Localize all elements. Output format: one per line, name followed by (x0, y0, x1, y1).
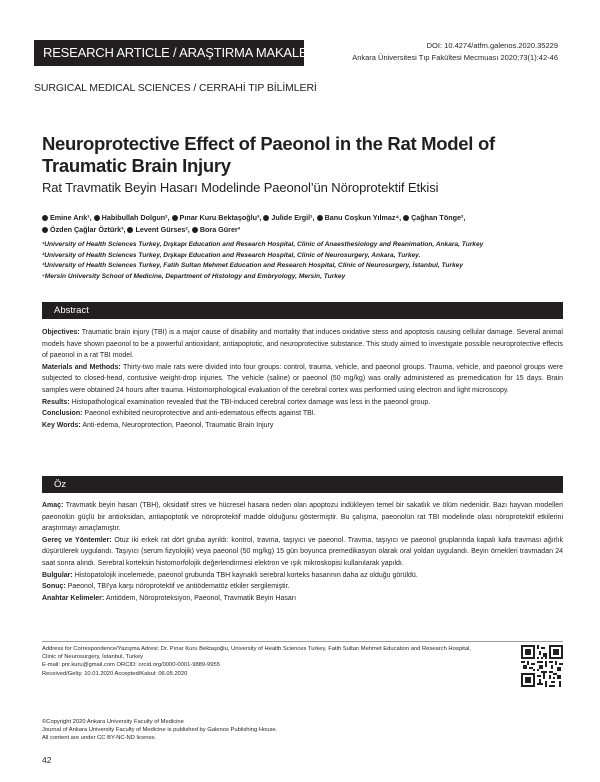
affiliation: ⁴Mersin University School of Medicine, Department of Histology and Embryology, Mersin, Turkey (42, 272, 346, 280)
correspondence-line: Clinic of Neurosurgery, İstanbul, Turkey (42, 654, 144, 661)
orcid-icon[interactable] (172, 215, 178, 221)
correspondence-block (42, 645, 472, 678)
article-title: Neuroprotective Effect of Paeonol in the Rat Model of Traumatic Brain Injury (42, 133, 495, 176)
affiliations (42, 240, 562, 282)
citation-block (352, 40, 558, 64)
footer-divider (42, 641, 563, 642)
author[interactable]: Habibullah Dolgun², (94, 213, 170, 222)
abstract-heading: Abstract (42, 302, 563, 319)
author[interactable]: Banu Coşkun Yılmaz⁴, (317, 213, 402, 222)
author[interactable]: Çağhan Tönge², (403, 213, 465, 222)
copyright-line: All content are under CC BY-NC-ND license. (42, 735, 157, 742)
email-orcid[interactable]: E-mail: pnr.kuru@gmail.com ORCID: orcid.org/0000-0001-9889-9955 (42, 662, 220, 669)
affiliation: ²University of Health Sciences Turkey, Dışkapı Education and Research Hospital, Clinic of Neurosurgery, Ankara, Turkey. (42, 251, 421, 259)
affiliation: ³University of Health Sciences Turkey, Fatih Sultan Mehmet Education and Research Hospital, Clinic of Neurosurgery, İstanbul, Turkey (42, 262, 464, 269)
qr-code-icon[interactable] (521, 645, 563, 687)
copyright-line: Journal of Ankara University Faculty of Medicine is published by Galenos Publishing House. (42, 727, 278, 734)
copyright-block (42, 718, 472, 743)
oz-gerec: Gereç ve Yöntemler: Otuz iki erkek rat dört gruba ayrıldı: kontrol, travma, taşıyıcı ve paeonol. Travma, taşıyıcı ve paeonol gruplarında kapalı kafa travması ağırlık düşürülerek uygulandı. Taşıyıcı (serum fizyolojik) veya paeonol (50 mg/kg) 15 gün boyunca premedikasyon olarak oral yoldan uygulandı. Beyin örnekleri travmadan 24 saat sonra alındı. Serebral korteksin histomorfolojik değerlendirmesi elektron ve ışık mikroskopisi kullanılarak yapıldı. (42, 536, 563, 567)
abstract-body (42, 327, 563, 431)
article-subtitle: Rat Travmatik Beyin Hasarı Modelinde Paeonol’ün Nöroprotektif Etkisi (42, 180, 439, 195)
oz-sonuc: Sonuç: Paeonol, TBI'ya karşı nöroprotektif ve antiödematöz etkiler sergilemiştir. (42, 583, 290, 591)
orcid-icon[interactable] (42, 227, 48, 233)
oz-body (42, 500, 563, 604)
author[interactable]: Özden Çağlar Öztürk³, (42, 225, 125, 234)
oz-anahtar: Anahtar Kelimeler: Antiödem, Nöroproteksiyon, Paeonol, Travmatik Beyin Hasarı (42, 594, 297, 602)
abstract-keywords: Key Words: Anti-edema, Neuroprotection, Paeonol, Traumatic Brain Injury (42, 421, 274, 429)
author[interactable]: Pınar Kuru Bektaşoğlu³, (172, 213, 262, 222)
section-label: SURGICAL MEDICAL SCIENCES / CERRAHİ TIP BİLİMLERİ (34, 82, 317, 94)
page-number: 42 (42, 755, 52, 765)
journal-reference: Ankara Üniversitesi Tıp Fakültesi Mecmuası 2020;73(1):42-46 (352, 53, 558, 62)
article-type-banner: RESEARCH ARTICLE / ARAŞTIRMA MAKALESİ (34, 40, 304, 66)
orcid-icon[interactable] (263, 215, 269, 221)
orcid-icon[interactable] (42, 215, 48, 221)
orcid-icon[interactable] (192, 227, 198, 233)
author[interactable]: Julide Ergil¹, (263, 213, 314, 222)
orcid-icon[interactable] (317, 215, 323, 221)
author-list (42, 212, 562, 236)
orcid-icon[interactable] (94, 215, 100, 221)
abstract-objectives: Objectives: Traumatic brain injury (TBI) is a major cause of disability and mortality that induces oxidative stess and apoptosis causing cellular damage. Several animal models have shown paeonol to be a powerful antioxidant, antiapoptotic, and neuroprotective substance. This study aimed to investigate possible neuroprotective effects of paeonol in a rat TBI model. (42, 329, 563, 360)
oz-bulgular: Bulgular: Histopatolojik incelemede, paeonol grubunda TBH kaynaklı serebral korteks hasarının daha az olduğu görüldü. (42, 571, 418, 579)
orcid-icon[interactable] (127, 227, 133, 233)
received-accepted-dates: Received/Geliş: 10.01.2020 Accepted/Kabul: 06.05.2020 (42, 670, 188, 677)
correspondence-line: Address for Correspondence/Yazışma Adresi: Dr. Pınar Kuru Bektaşoğlu, University of Health Sciences Turkey, Fatih Sultan Mehmet Education and Research Hospital, (42, 646, 471, 652)
author-line (42, 212, 562, 224)
abstract-conclusion: Conclusion: Paeonol exhibited neuroprotective and anti-edematous effects against TBI. (42, 410, 316, 418)
author[interactable]: Levent Gürses², (127, 225, 189, 234)
abstract-methods: Materials and Methods: Thirty-two male rats were divided into four groups: control, trauma, vehicle, and paeonol groups. Trauma, vehicle, and paeonol groups were subjected to closed-head, contusive weight-drop injuries. The vehicle (saline) or paeonol (50 mg/kg) was orally administered as premedication for 15 days. Brain samples were obtained 24 hours after trauma. Histomorphological evaluation of the cerebral cortex was performed using electron and light microscopy. (42, 363, 563, 394)
author-line (42, 224, 562, 236)
abstract-results: Results: Histopathological examination revealed that the TBI-induced cerebral cortex damage was less in the paeonol group. (42, 398, 431, 406)
oz-heading: Öz (42, 476, 563, 493)
author[interactable]: Emine Arık¹, (42, 213, 92, 222)
oz-amac: Amaç: Travmatik beyin hasarı (TBH), oksidatif stres ve hücresel hasara neden olan apoptozu indükleyen temel bir sakatlık ve ölüm nedenidir. Bazı hayvan modelleri paeonolün güçlü bir antioksidan, antiapoptotik ve nöroprotektif madde olduğunu göstermiştir. Bu çalışma, paeonolün rat TBI modelinde olası nöroprotektif etkilerini araştırmayı amaçlamıştır. (42, 502, 563, 533)
author[interactable]: Bora Gürer³ (192, 225, 240, 234)
orcid-icon[interactable] (403, 215, 409, 221)
doi[interactable]: DOI: 10.4274/atfm.galenos.2020.35229 (426, 41, 558, 50)
affiliation: ¹University of Health Sciences Turkey, Dışkapı Education and Research Hospital, Clinic of Anaesthesiology and Reanimation, Ankara, Turkey (42, 241, 484, 248)
copyright-line: ©Copyright 2020 Ankara University Faculty of Medicine (42, 719, 184, 725)
